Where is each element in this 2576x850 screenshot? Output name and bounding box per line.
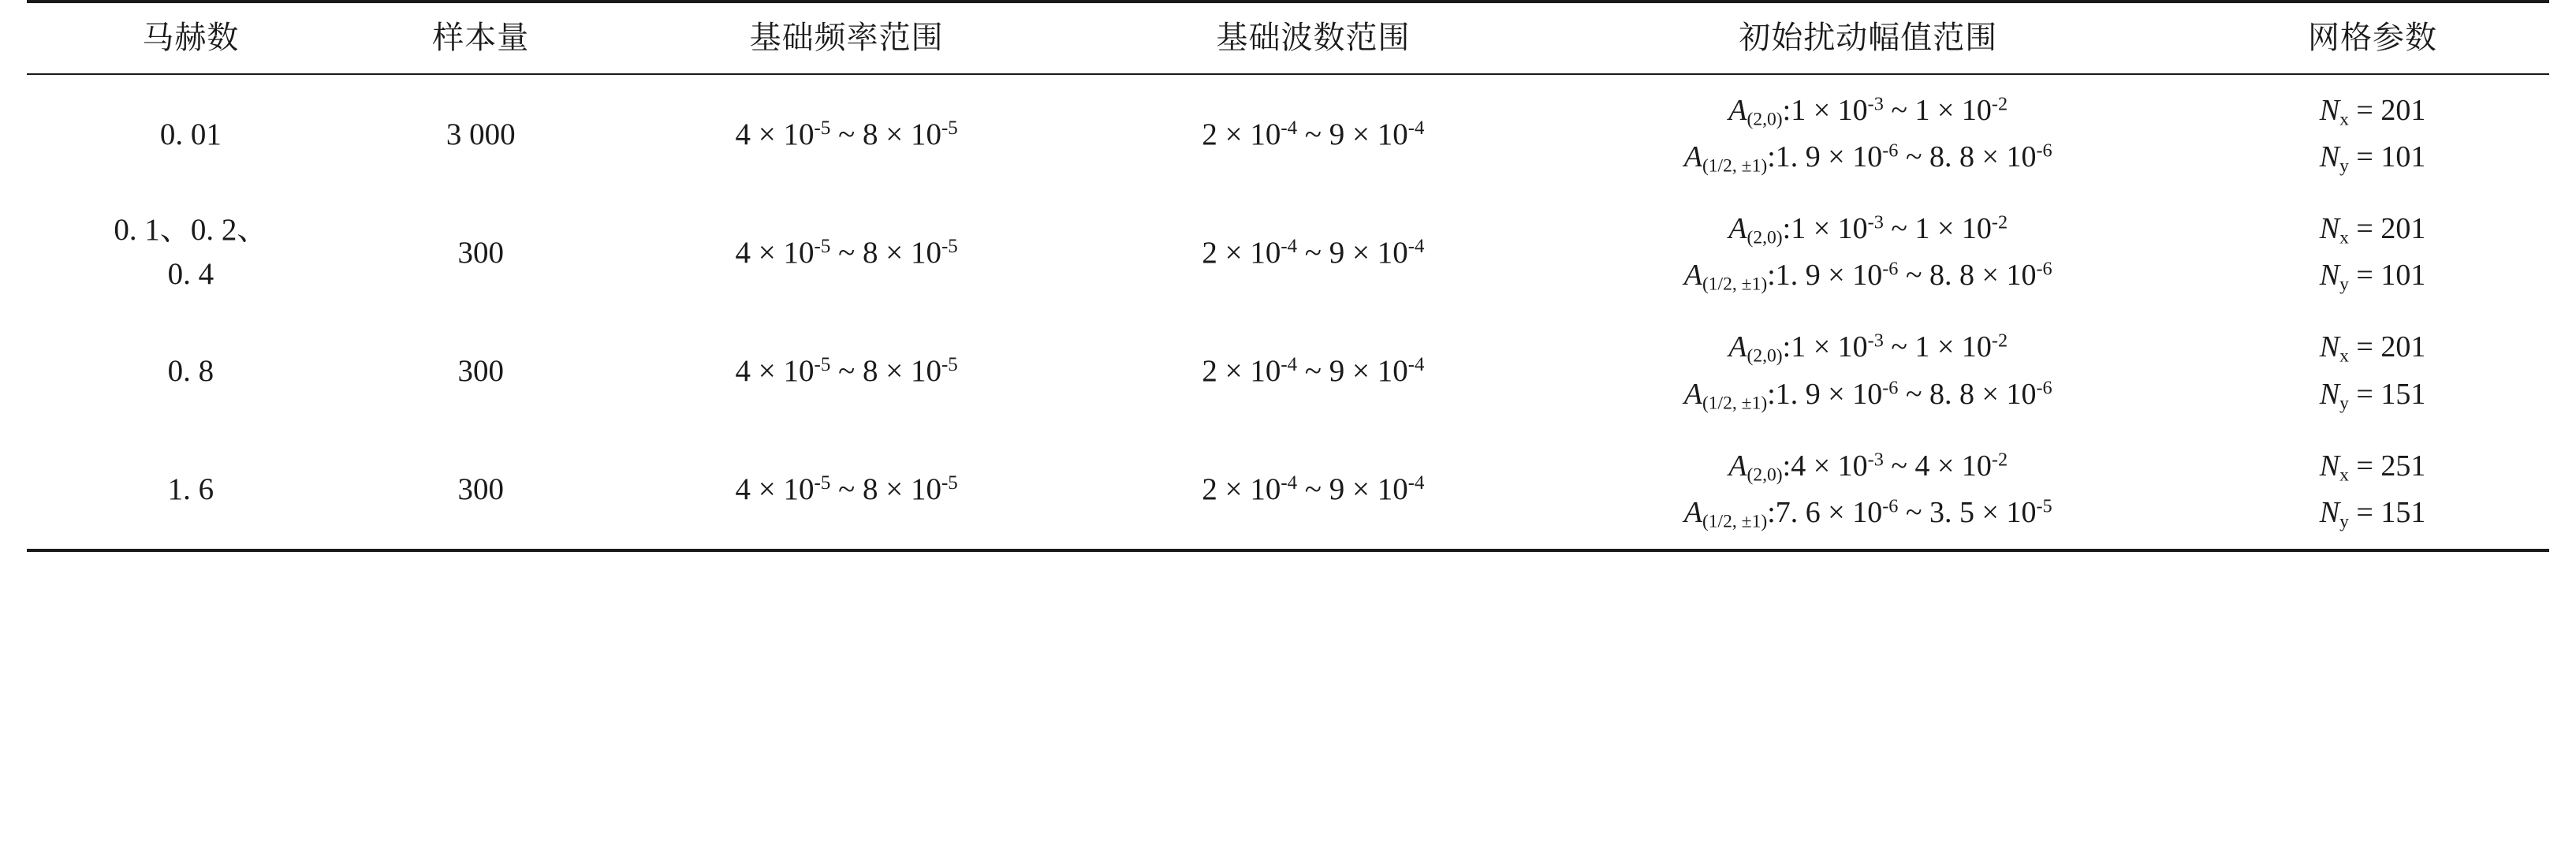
base-ten: 10 xyxy=(1852,377,1883,411)
wave-lower-exponent: -4 xyxy=(1281,235,1298,257)
amplitude-upper-coefficient: 8. 8 xyxy=(1929,377,1975,411)
range-separator: ~ xyxy=(838,235,856,270)
amplitude-upper-exponent: -2 xyxy=(1991,93,2008,115)
cell-frequency-range xyxy=(607,431,1087,549)
wave-upper-coefficient: 9 xyxy=(1329,472,1345,507)
amplitude-mode-subscript: (2,0) xyxy=(1747,109,1783,130)
amplitude-upper-exponent: -2 xyxy=(1991,330,2008,352)
wave-upper-coefficient: 9 xyxy=(1329,235,1345,270)
mach-value: 0. 01 xyxy=(159,117,222,151)
cell-mach xyxy=(27,75,355,193)
mach-value-multiline xyxy=(30,208,352,297)
colon-symbol: : xyxy=(1782,94,1791,127)
colon-symbol: : xyxy=(1782,330,1791,364)
amplitude-entry xyxy=(1543,490,2193,536)
amplitude-lower-exponent: -3 xyxy=(1867,93,1884,115)
equals-symbol: = xyxy=(2356,449,2373,483)
times-symbol: × xyxy=(1828,259,1845,293)
amplitude-mode-subscript: (1/2, ±1) xyxy=(1702,274,1768,295)
cell-wavenumber-range xyxy=(1087,193,1541,311)
freq-lower-exponent: -5 xyxy=(814,117,831,139)
cell-wavenumber-range xyxy=(1087,75,1541,193)
base-ten: 10 xyxy=(1250,117,1281,151)
amplitude-symbol: A xyxy=(1683,140,1702,174)
base-ten: 10 xyxy=(1852,140,1883,174)
grid-value: 201 xyxy=(2380,212,2426,246)
wave-lower-exponent: -4 xyxy=(1281,354,1298,376)
column-header-wavenumber-range: 基础波数范围 xyxy=(1216,20,1411,55)
freq-upper-coefficient: 8 xyxy=(862,354,878,389)
cell-samples xyxy=(355,311,607,430)
grid-parameter-entry xyxy=(2199,206,2546,252)
samples-value: 300 xyxy=(457,472,505,507)
cell-frequency-range xyxy=(607,193,1087,311)
wave-lower-exponent: -4 xyxy=(1281,472,1298,494)
amplitude-lower-exponent: -3 xyxy=(1867,211,1884,233)
amplitude-entry xyxy=(1543,88,2193,134)
cell-grid-parameters xyxy=(2196,311,2549,430)
base-ten: 10 xyxy=(1961,449,1992,483)
wavenumber-range-expression xyxy=(1202,236,1424,270)
amplitude-upper-coefficient: 1 xyxy=(1914,212,1930,246)
amplitude-entry xyxy=(1543,134,2193,181)
times-symbol: × xyxy=(1937,94,1955,127)
amplitude-lower-coefficient: 1 xyxy=(1791,212,1806,246)
cell-amplitude-range xyxy=(1540,75,2196,193)
grid-parameter-entry xyxy=(2199,252,2546,299)
grid-value: 201 xyxy=(2380,330,2426,364)
times-symbol: × xyxy=(758,235,776,270)
colon-symbol: : xyxy=(1767,377,1776,411)
freq-upper-coefficient: 8 xyxy=(862,117,878,151)
grid-symbol: N xyxy=(2319,94,2340,127)
grid-parameter-entry xyxy=(2199,324,2546,371)
freq-lower-coefficient: 4 xyxy=(735,117,751,151)
range-separator: ~ xyxy=(838,472,856,507)
times-symbol: × xyxy=(1828,377,1845,411)
base-ten: 10 xyxy=(1377,235,1408,270)
amplitude-upper-exponent: -2 xyxy=(1991,211,2008,233)
times-symbol: × xyxy=(1225,472,1243,507)
range-separator: ~ xyxy=(1891,94,1907,127)
amplitude-lower-coefficient: 1. 9 xyxy=(1775,259,1821,293)
grid-value: 151 xyxy=(2380,495,2426,529)
grid-value: 151 xyxy=(2380,377,2426,411)
base-ten: 10 xyxy=(1837,212,1868,246)
freq-lower-coefficient: 4 xyxy=(735,235,751,270)
wave-upper-exponent: -4 xyxy=(1407,472,1425,494)
grid-symbol: N xyxy=(2319,212,2340,246)
base-ten: 10 xyxy=(783,354,815,389)
times-symbol: × xyxy=(1828,495,1845,529)
base-ten: 10 xyxy=(783,235,815,270)
cell-samples xyxy=(355,431,607,549)
range-separator: ~ xyxy=(1891,212,1907,246)
wave-lower-coefficient: 2 xyxy=(1202,117,1217,151)
wave-upper-coefficient: 9 xyxy=(1329,117,1345,151)
cell-mach xyxy=(27,193,355,311)
times-symbol: × xyxy=(1937,330,1955,364)
times-symbol: × xyxy=(1813,449,1831,483)
base-ten: 10 xyxy=(910,235,941,270)
grid-axis-subscript: y xyxy=(2339,274,2349,295)
amplitude-mode-subscript: (2,0) xyxy=(1747,464,1783,486)
times-symbol: × xyxy=(1981,495,1999,529)
amplitude-entry xyxy=(1543,324,2193,371)
base-ten: 10 xyxy=(1837,94,1868,127)
base-ten: 10 xyxy=(1837,449,1868,483)
amplitude-lower-coefficient: 4 xyxy=(1791,449,1806,483)
times-symbol: × xyxy=(1981,377,1999,411)
equals-symbol: = xyxy=(2356,377,2373,411)
samples-value: 300 xyxy=(457,235,505,270)
wave-upper-coefficient: 9 xyxy=(1329,354,1345,389)
grid-parameter-entry xyxy=(2199,88,2546,134)
amplitude-symbol: A xyxy=(1728,330,1747,364)
amplitude-upper-coefficient: 4 xyxy=(1914,449,1930,483)
freq-upper-coefficient: 8 xyxy=(862,235,878,270)
base-ten: 10 xyxy=(1250,235,1281,270)
mach-value-line2: 0. 4 xyxy=(167,257,214,292)
amplitude-mode-subscript: (1/2, ±1) xyxy=(1702,393,1768,414)
colon-symbol: : xyxy=(1782,212,1791,246)
cell-frequency-range xyxy=(607,75,1087,193)
range-separator: ~ xyxy=(1905,259,1922,293)
cell-amplitude-range xyxy=(1540,311,2196,430)
equals-symbol: = xyxy=(2356,259,2373,293)
amplitude-upper-exponent: -6 xyxy=(2036,376,2052,398)
grid-axis-subscript: x xyxy=(2339,227,2349,248)
table-row xyxy=(27,311,2549,430)
amplitude-lower-exponent: -6 xyxy=(1882,376,1899,398)
base-ten: 10 xyxy=(1961,94,1992,127)
grid-symbol: N xyxy=(2319,140,2340,174)
frequency-range-expression xyxy=(736,236,958,270)
wavenumber-range-expression xyxy=(1202,472,1424,506)
times-symbol: × xyxy=(885,235,904,270)
amplitude-entry xyxy=(1543,252,2193,299)
cell-grid-parameters xyxy=(2196,431,2549,549)
colon-symbol: : xyxy=(1767,140,1776,174)
grid-symbol: N xyxy=(2319,330,2340,364)
times-symbol: × xyxy=(885,117,904,151)
frequency-range-expression xyxy=(736,354,958,388)
cell-wavenumber-range xyxy=(1087,311,1541,430)
cell-wavenumber-range xyxy=(1087,431,1541,549)
times-symbol: × xyxy=(758,354,776,389)
cell-amplitude-range xyxy=(1540,193,2196,311)
amplitude-upper-exponent: -6 xyxy=(2036,140,2052,162)
times-symbol: × xyxy=(885,472,904,507)
times-symbol: × xyxy=(1225,354,1243,389)
colon-symbol: : xyxy=(1767,495,1776,529)
grid-axis-subscript: y xyxy=(2339,393,2349,414)
times-symbol: × xyxy=(1981,259,1999,293)
amplitude-upper-coefficient: 1 xyxy=(1914,330,1930,364)
amplitude-lower-exponent: -6 xyxy=(1882,140,1899,162)
grid-axis-subscript: x xyxy=(2339,109,2349,130)
base-ten: 10 xyxy=(1377,117,1408,151)
times-symbol: × xyxy=(1225,235,1243,270)
mach-value-line1: 0. 1、0. 2、 xyxy=(114,212,268,247)
base-ten: 10 xyxy=(1377,354,1408,389)
freq-lower-coefficient: 4 xyxy=(735,354,751,389)
times-symbol: × xyxy=(1813,94,1831,127)
freq-lower-exponent: -5 xyxy=(814,235,831,257)
range-separator: ~ xyxy=(1891,449,1907,483)
freq-lower-coefficient: 4 xyxy=(735,472,751,507)
base-ten: 10 xyxy=(910,354,941,389)
freq-upper-exponent: -5 xyxy=(941,354,958,376)
amplitude-lower-coefficient: 1 xyxy=(1791,330,1806,364)
amplitude-upper-coefficient: 3. 5 xyxy=(1929,495,1975,529)
grid-parameter-entry xyxy=(2199,490,2546,536)
amplitude-symbol: A xyxy=(1683,495,1702,529)
times-symbol: × xyxy=(758,117,776,151)
column-header-mach: 马赫数 xyxy=(142,20,240,55)
amplitude-lower-exponent: -3 xyxy=(1867,330,1884,352)
table-row xyxy=(27,431,2549,549)
cell-mach xyxy=(27,431,355,549)
times-symbol: × xyxy=(1352,354,1370,389)
wave-lower-coefficient: 2 xyxy=(1202,472,1217,507)
range-separator: ~ xyxy=(1304,117,1322,151)
amplitude-mode-subscript: (1/2, ±1) xyxy=(1702,155,1768,177)
range-separator: ~ xyxy=(1905,495,1922,529)
wavenumber-range-expression xyxy=(1202,117,1424,151)
freq-lower-exponent: -5 xyxy=(814,354,831,376)
base-ten: 10 xyxy=(2006,140,2037,174)
table-row xyxy=(27,193,2549,311)
equals-symbol: = xyxy=(2356,212,2373,246)
colon-symbol: : xyxy=(1767,259,1776,293)
amplitude-entry xyxy=(1543,206,2193,252)
amplitude-upper-exponent: -6 xyxy=(2036,258,2052,280)
amplitude-mode-subscript: (1/2, ±1) xyxy=(1702,511,1768,532)
cell-samples xyxy=(355,193,607,311)
equals-symbol: = xyxy=(2356,140,2373,174)
table-row xyxy=(27,75,2549,193)
wave-lower-coefficient: 2 xyxy=(1202,235,1217,270)
times-symbol: × xyxy=(1352,472,1370,507)
times-symbol: × xyxy=(1352,235,1370,270)
times-symbol: × xyxy=(1828,140,1845,174)
amplitude-symbol: A xyxy=(1728,94,1747,127)
freq-upper-exponent: -5 xyxy=(941,472,958,494)
wave-lower-exponent: -4 xyxy=(1281,117,1298,139)
amplitude-entry xyxy=(1543,371,2193,418)
table-header xyxy=(27,3,2549,73)
times-symbol: × xyxy=(1813,212,1831,246)
wave-upper-exponent: -4 xyxy=(1407,354,1425,376)
mach-value: 1. 6 xyxy=(167,472,214,507)
grid-parameter-entry xyxy=(2199,443,2546,490)
range-separator: ~ xyxy=(1905,377,1922,411)
amplitude-lower-exponent: -6 xyxy=(1882,258,1899,280)
column-header-samples: 样本量 xyxy=(432,20,530,55)
grid-symbol: N xyxy=(2319,259,2340,293)
grid-value: 101 xyxy=(2380,140,2426,174)
amplitude-lower-coefficient: 1. 9 xyxy=(1775,377,1821,411)
cell-grid-parameters xyxy=(2196,75,2549,193)
wavenumber-range-expression xyxy=(1202,354,1424,388)
amplitude-upper-coefficient: 1 xyxy=(1914,94,1930,127)
freq-lower-exponent: -5 xyxy=(814,472,831,494)
base-ten: 10 xyxy=(783,472,815,507)
parameter-table xyxy=(27,3,2549,549)
range-separator: ~ xyxy=(1891,330,1907,364)
equals-symbol: = xyxy=(2356,330,2373,364)
times-symbol: × xyxy=(1981,140,1999,174)
times-symbol: × xyxy=(1225,117,1243,151)
amplitude-symbol: A xyxy=(1728,449,1747,483)
column-header-amplitude-range: 初始扰动幅值范围 xyxy=(1739,20,1998,55)
samples-value: 300 xyxy=(457,354,505,389)
cell-frequency-range xyxy=(607,311,1087,430)
frequency-range-expression xyxy=(736,117,958,151)
amplitude-lower-coefficient: 7. 6 xyxy=(1775,495,1821,529)
base-ten: 10 xyxy=(910,117,941,151)
samples-value: 3 000 xyxy=(445,117,516,151)
base-ten: 10 xyxy=(2006,377,2037,411)
wave-upper-exponent: -4 xyxy=(1407,235,1425,257)
grid-value: 201 xyxy=(2380,94,2426,127)
base-ten: 10 xyxy=(1961,212,1992,246)
amplitude-symbol: A xyxy=(1683,377,1702,411)
grid-value: 101 xyxy=(2380,259,2426,293)
amplitude-mode-subscript: (2,0) xyxy=(1747,346,1783,367)
colon-symbol: : xyxy=(1782,449,1791,483)
cell-amplitude-range xyxy=(1540,431,2196,549)
amplitude-entry xyxy=(1543,443,2193,490)
amplitude-upper-coefficient: 8. 8 xyxy=(1929,140,1975,174)
grid-value: 251 xyxy=(2380,449,2426,483)
equals-symbol: = xyxy=(2356,495,2373,529)
grid-symbol: N xyxy=(2319,377,2340,411)
cell-mach xyxy=(27,311,355,430)
freq-upper-exponent: -5 xyxy=(941,117,958,139)
grid-symbol: N xyxy=(2319,495,2340,529)
base-ten: 10 xyxy=(1837,330,1868,364)
amplitude-symbol: A xyxy=(1728,212,1747,246)
range-separator: ~ xyxy=(1304,354,1322,389)
range-separator: ~ xyxy=(1905,140,1922,174)
amplitude-lower-exponent: -3 xyxy=(1867,449,1884,471)
grid-symbol: N xyxy=(2319,449,2340,483)
amplitude-mode-subscript: (2,0) xyxy=(1747,227,1783,248)
base-ten: 10 xyxy=(1852,259,1883,293)
times-symbol: × xyxy=(1813,330,1831,364)
range-separator: ~ xyxy=(838,117,856,151)
cell-samples xyxy=(355,75,607,193)
base-ten: 10 xyxy=(1250,354,1281,389)
equals-symbol: = xyxy=(2356,94,2373,127)
times-symbol: × xyxy=(885,354,904,389)
times-symbol: × xyxy=(1937,212,1955,246)
mach-value: 0. 8 xyxy=(167,354,214,389)
amplitude-upper-exponent: -2 xyxy=(1991,449,2008,471)
table-bottom-rule xyxy=(27,549,2549,552)
amplitude-upper-exponent: -5 xyxy=(2036,495,2052,517)
times-symbol: × xyxy=(1352,117,1370,151)
freq-upper-coefficient: 8 xyxy=(862,472,878,507)
times-symbol: × xyxy=(758,472,776,507)
cell-grid-parameters xyxy=(2196,193,2549,311)
grid-axis-subscript: x xyxy=(2339,346,2349,367)
base-ten: 10 xyxy=(783,117,815,151)
grid-parameter-entry xyxy=(2199,371,2546,418)
grid-axis-subscript: x xyxy=(2339,464,2349,486)
wave-upper-exponent: -4 xyxy=(1407,117,1425,139)
base-ten: 10 xyxy=(2006,495,2037,529)
base-ten: 10 xyxy=(1961,330,1992,364)
base-ten: 10 xyxy=(2006,259,2037,293)
amplitude-lower-exponent: -6 xyxy=(1882,495,1899,517)
amplitude-symbol: A xyxy=(1683,259,1702,293)
range-separator: ~ xyxy=(1304,235,1322,270)
base-ten: 10 xyxy=(1852,495,1883,529)
column-header-grid-parameters: 网格参数 xyxy=(2308,20,2438,55)
amplitude-lower-coefficient: 1. 9 xyxy=(1775,140,1821,174)
grid-axis-subscript: y xyxy=(2339,511,2349,532)
base-ten: 10 xyxy=(910,472,941,507)
frequency-range-expression xyxy=(736,472,958,506)
range-separator: ~ xyxy=(838,354,856,389)
header-row xyxy=(27,3,2549,73)
base-ten: 10 xyxy=(1377,472,1408,507)
grid-axis-subscript: y xyxy=(2339,155,2349,177)
range-separator: ~ xyxy=(1304,472,1322,507)
base-ten: 10 xyxy=(1250,472,1281,507)
times-symbol: × xyxy=(1937,449,1955,483)
column-header-frequency-range: 基础频率范围 xyxy=(749,20,944,55)
amplitude-upper-coefficient: 8. 8 xyxy=(1929,259,1975,293)
grid-parameter-entry xyxy=(2199,134,2546,181)
wave-lower-coefficient: 2 xyxy=(1202,354,1217,389)
amplitude-lower-coefficient: 1 xyxy=(1791,94,1806,127)
freq-upper-exponent: -5 xyxy=(941,235,958,257)
table-body xyxy=(27,73,2549,549)
